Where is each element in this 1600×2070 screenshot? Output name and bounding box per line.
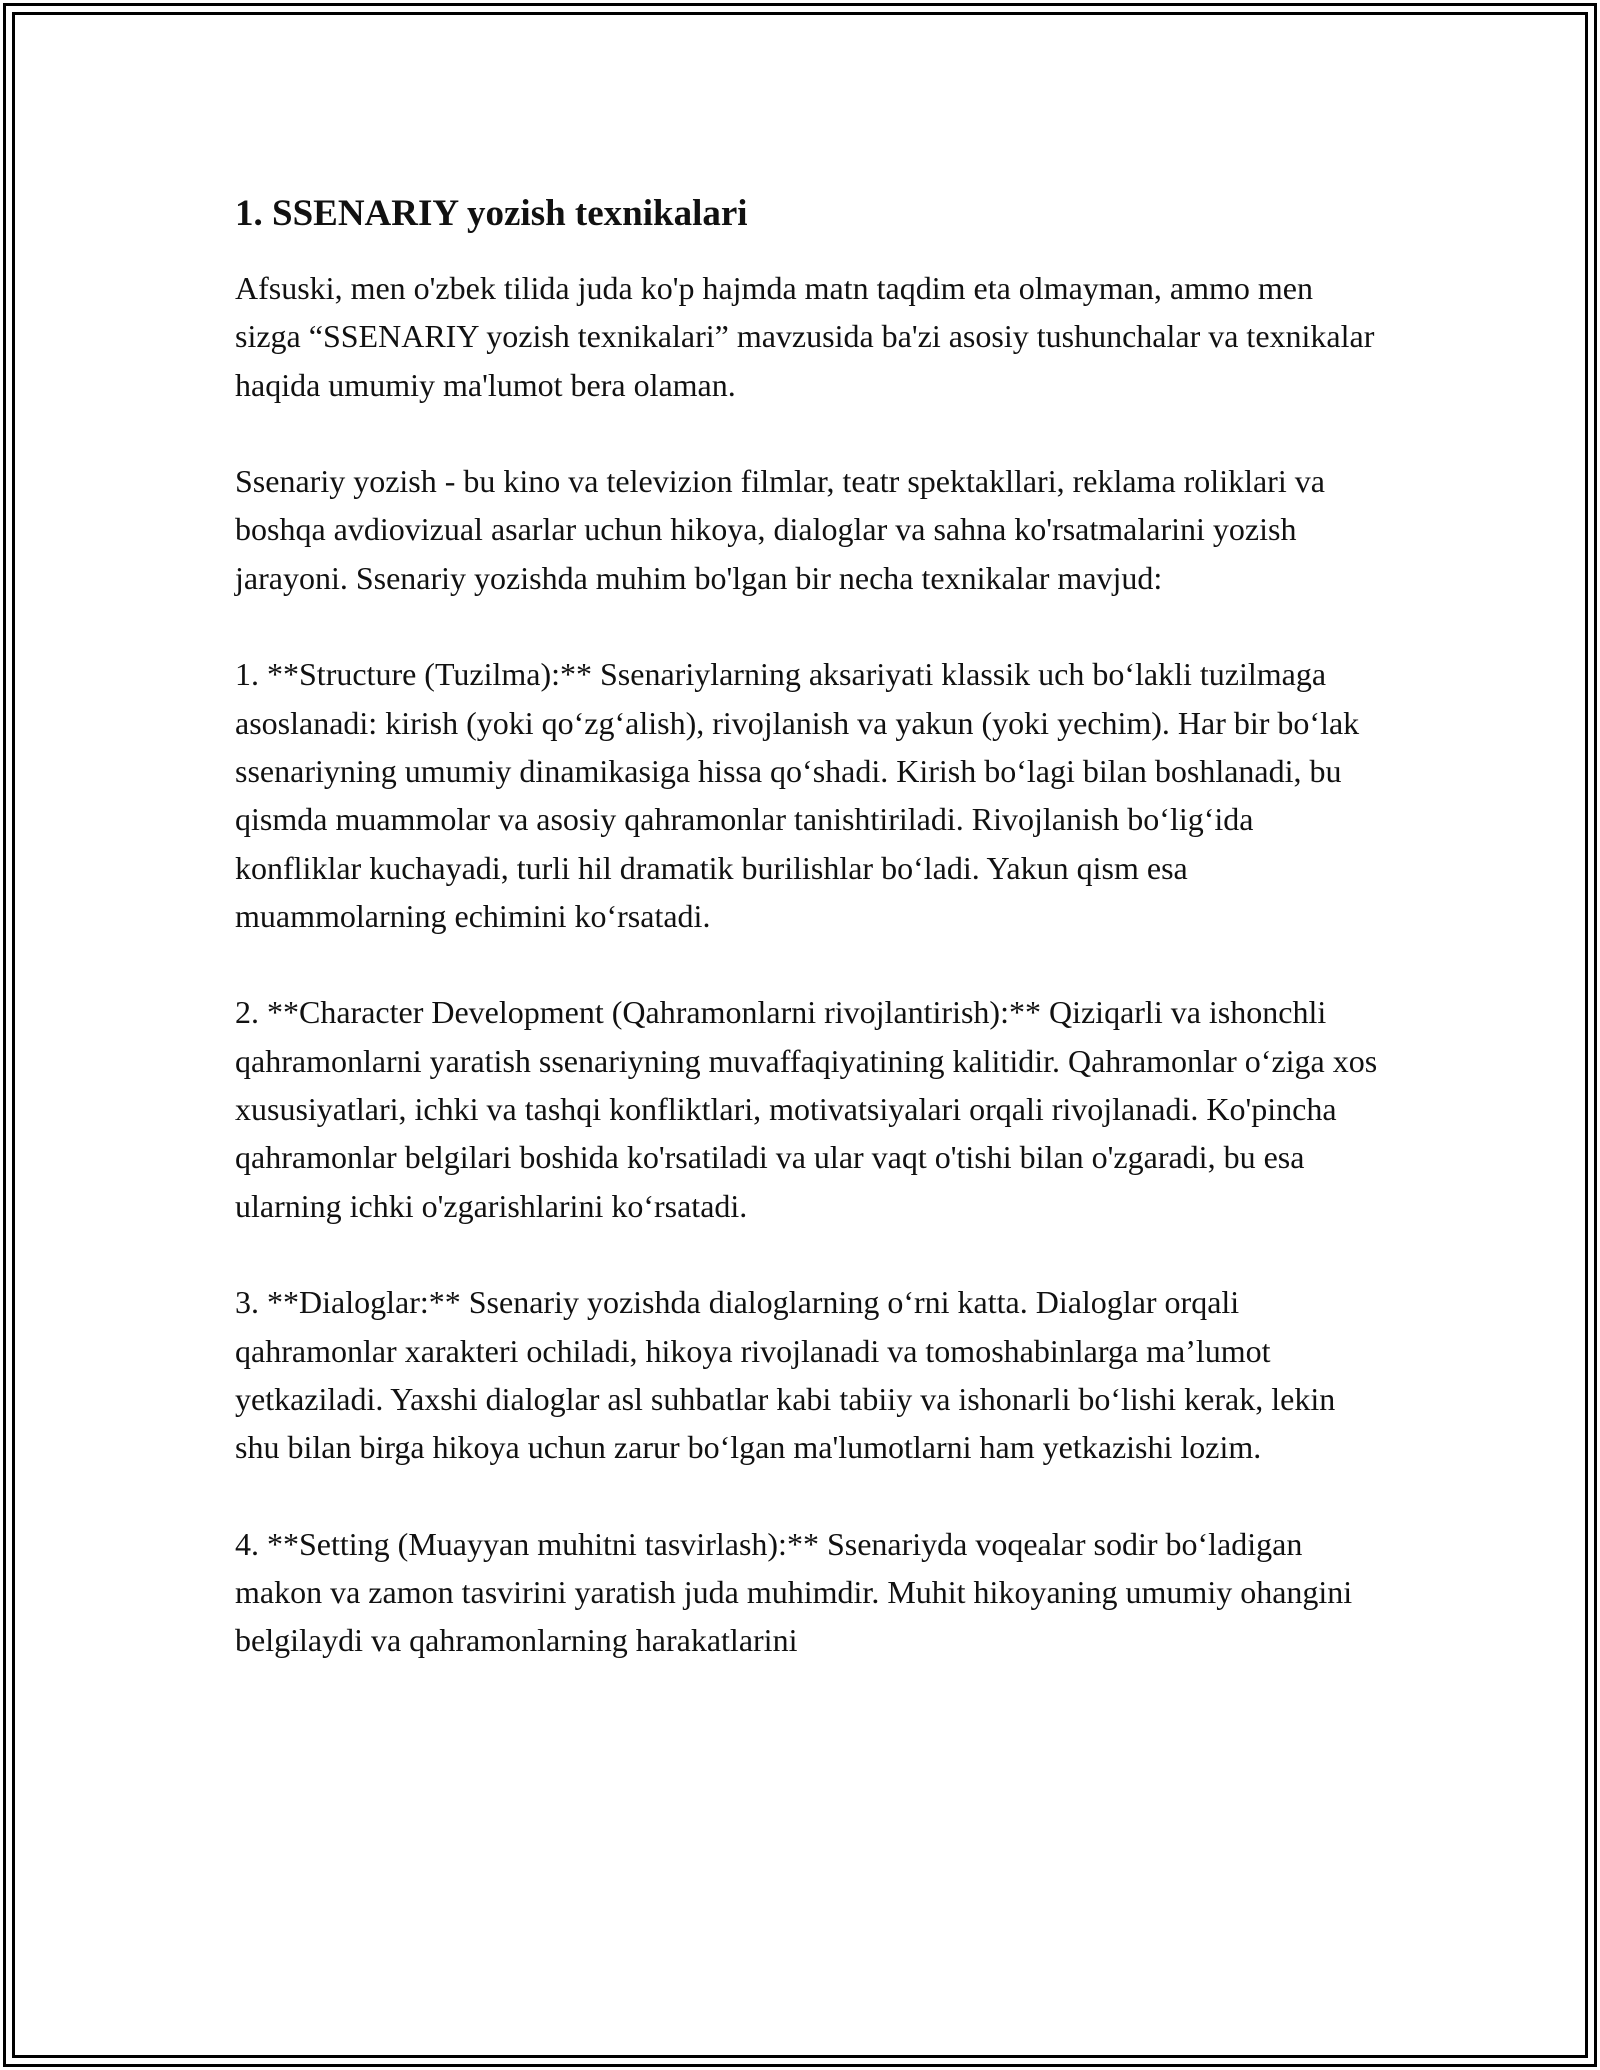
paragraph-setting: 4. **Setting (Muayyan muhitni tasvirlash):** Ssenariyda voqealar sodir bo‘ladigan makon va zamon tasvirini yaratish juda muhimdir. Muhit hikoyaning umumiy ohangini belgilaydi va qahramonlarning harakatlarini [235,1525,1353,1659]
document-body [235,188,1385,1713]
document-title: 1. SSENARIY yozish texnikalari [235,193,748,234]
paragraph-definition: Ssenariy yozish - bu kino va televizion filmlar, teatr spektakllari, reklama roliklari va boshqa avdiovizual asarlar uchun hikoya, dialoglar va sahna ko'rsatmalarini yozish jarayoni. Ssenariy yozishda muhim bo'lgan bir necha texnikalar mavjud: [235,463,1325,596]
paragraph-structure: 1. **Structure (Tuzilma):** Ssenariylarning aksariyati klassik uch bo‘lakli tuzilmaga asoslanadi: kirish (yoki qo‘zg‘alish), rivojlanish va yakun (yoki yechim). Har bir bo‘lak ssenariyning umumiy dinamikasiga hissa qo‘shadi. Kirish bo‘lagi bilan boshlanadi, bu qismda muammolar va asosiy qahramonlar tanishtiriladi. Rivojlanish bo‘lig‘ida konfliklar kuchayadi, turli hil dramatik burilishlar bo‘ladi. Yakun qism esa muammolarning echimini ko‘rsatadi. [235,656,1360,934]
paragraph-dialogues: 3. **Dialoglar:** Ssenariy yozishda dialoglarning o‘rni katta. Dialoglar orqali qahramonlar xarakteri ochiladi, hikoya rivojlanadi va tomoshabinlarga ma’lumot yetkaziladi. Yaxshi dialoglar asl suhbatlar kabi tabiiy va ishonarli bo‘lishi kerak, lekin shu bilan birga hikoya uchun zarur bo‘lgan ma'lumotlarni ham yetkazishi lozim. [235,1284,1336,1466]
paragraph-character-development: 2. **Character Development (Qahramonlarni rivojlantirish):** Qiziqarli va ishonchli qahramonlarni yaratish ssenariyning muvaffaqiyatining kalitidir. Qahramonlar o‘ziga xos xususiyatlari, ichki va tashqi konfliktlari, motivatsiyalari orqali rivojlanadi. Ko'pincha qahramonlar belgilari boshida ko'rsatiladi va ular vaqt o'tishi bilan o'zgaradi, bu esa ularning ichki o'zgarishlarini ko‘rsatadi. [235,994,1378,1224]
paragraph-intro: Afsuski, men o'zbek tilida juda ko'p hajmda matn taqdim eta olmayman, ammo men sizga “SSENARIY yozish texnikalari” mavzusida ba'zi asosiy tushunchalar va texnikalar haqida umumiy ma'lumot bera olaman. [235,270,1375,403]
